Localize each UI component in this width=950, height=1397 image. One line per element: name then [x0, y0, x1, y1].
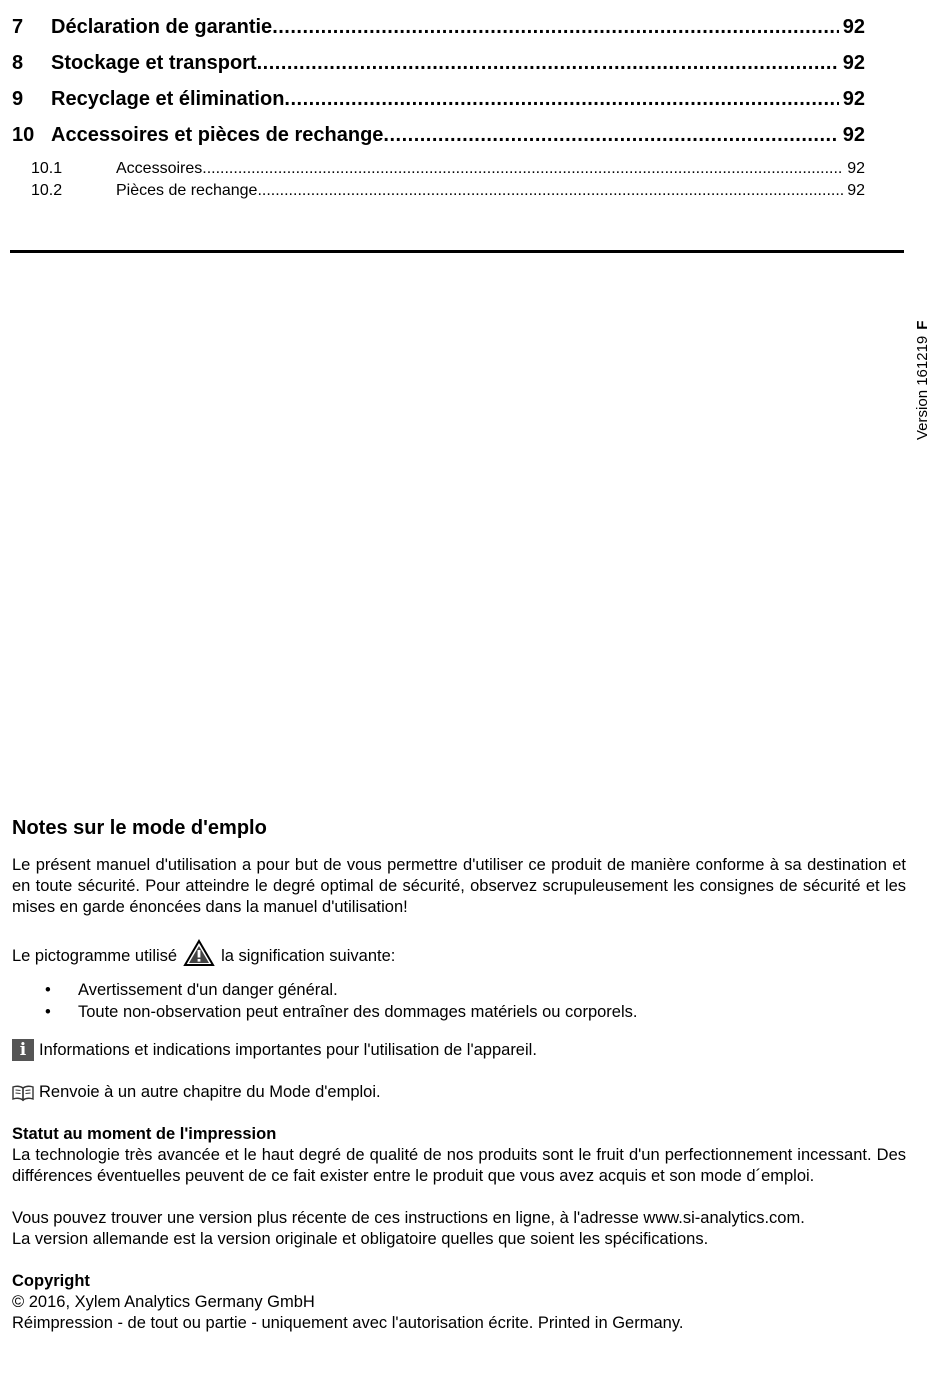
toc-entry[interactable] [12, 88, 865, 124]
pictogram-text-after: la signification suivante: [221, 947, 396, 965]
toc-leader-dots [257, 182, 843, 200]
book-line [12, 1082, 906, 1103]
toc-entry[interactable] [12, 52, 865, 88]
toc-subentry-title: Accessoires [116, 160, 203, 177]
toc-entry-page: 92 [842, 124, 865, 146]
pictogram-line [12, 939, 906, 967]
original-version-line: La version allemande est la version originale et obligatoire quelles que soient les spécifications. [12, 1230, 709, 1248]
toc-entry-title: Recyclage et élimination [51, 88, 285, 110]
toc-entry-page: 92 [842, 16, 865, 38]
toc-subentry-page: 92 [847, 182, 865, 199]
notes-intro: Le présent manuel d'utilisation a pour but de vous permettre d'utiliser ce produit de manière conforme à sa destination et en toute sécurité. Pour atteindre le degré optimal de sécurité, observez scrupuleusement les consignes de sécurité et les mises en garde énoncées dans la manuel d'utilisation! [12, 856, 906, 916]
toc-entry-number: 7 [12, 16, 24, 38]
book-text: Renvoie à un autre chapitre du Mode d'emploi. [39, 1083, 381, 1101]
toc-entry-number: 8 [12, 52, 24, 74]
toc-entry[interactable] [12, 124, 865, 160]
spacer [12, 918, 906, 939]
toc-subentry-page: 92 [847, 160, 865, 177]
print-status-block [12, 1124, 906, 1187]
print-status-title: Statut au moment de l'impression [12, 1125, 277, 1143]
pictogram-text-before: Le pictogramme utilisé [12, 947, 178, 965]
version-label [914, 280, 931, 440]
list-item: • Toute non-observation peut entraîner des dommages matériels ou corporels. [12, 1001, 906, 1023]
toc-entry-title: Accessoires et pièces de rechange [51, 124, 384, 146]
toc-subentry-number: 10.1 [31, 160, 63, 177]
toc-entry-title: Déclaration de garantie [51, 16, 273, 38]
table-of-contents [12, 16, 865, 204]
horizontal-divider [10, 250, 904, 253]
warning-meaning-list [12, 979, 906, 1023]
notes-heading: Notes sur le mode d'emplo [12, 817, 267, 839]
toc-entry-page: 92 [842, 88, 865, 110]
info-icon: i [12, 1039, 34, 1061]
language-code: F [914, 320, 931, 330]
toc-leader-dots [202, 160, 843, 178]
info-line [12, 1039, 906, 1061]
toc-subentry-title: Pièces de rechange [116, 182, 258, 199]
copyright-reprint: Réimpression - de tout ou partie - uniquement avec l'autorisation écrite. Printed in Germany. [12, 1314, 684, 1332]
toc-entry-number: 10 [12, 124, 35, 146]
toc-subentry[interactable] [12, 182, 865, 204]
print-status-text: La technologie très avancée et le haut degré de qualité de nos produits sont le fruit d'un perfectionnement incessant. Des différences éventuelles peuvent de ce fait exister entre le produit que vous avez acquis et son mode d´emploi. [12, 1146, 906, 1185]
copyright-title: Copyright [12, 1272, 90, 1290]
toc-subentry[interactable] [12, 160, 865, 182]
toc-leader-dots [272, 16, 839, 39]
notes-section [12, 815, 906, 1334]
book-icon [12, 1084, 34, 1102]
toc-entry-number: 9 [12, 88, 24, 110]
version-text: Version 161219 [914, 335, 931, 440]
warning-triangle-icon [183, 939, 215, 967]
copyright-block [12, 1271, 906, 1334]
toc-subentry-number: 10.2 [31, 182, 63, 199]
copyright-owner: © 2016, Xylem Analytics Germany GmbH [12, 1293, 315, 1311]
toc-entry[interactable] [12, 16, 865, 52]
toc-leader-dots [383, 124, 838, 147]
toc-leader-dots [284, 88, 838, 111]
info-text: Informations et indications importantes pour l'utilisation de l'appareil. [39, 1040, 537, 1059]
online-version-line: Vous pouvez trouver une version plus récente de ces instructions en ligne, à l'adresse www.si-analytics.com. [12, 1209, 805, 1227]
toc-leader-dots [257, 52, 839, 75]
toc-entry-page: 92 [842, 52, 865, 74]
toc-entry-title: Stockage et transport [51, 52, 257, 74]
list-item: • Avertissement d'un danger général. [12, 979, 906, 1001]
online-version-block [12, 1208, 906, 1250]
